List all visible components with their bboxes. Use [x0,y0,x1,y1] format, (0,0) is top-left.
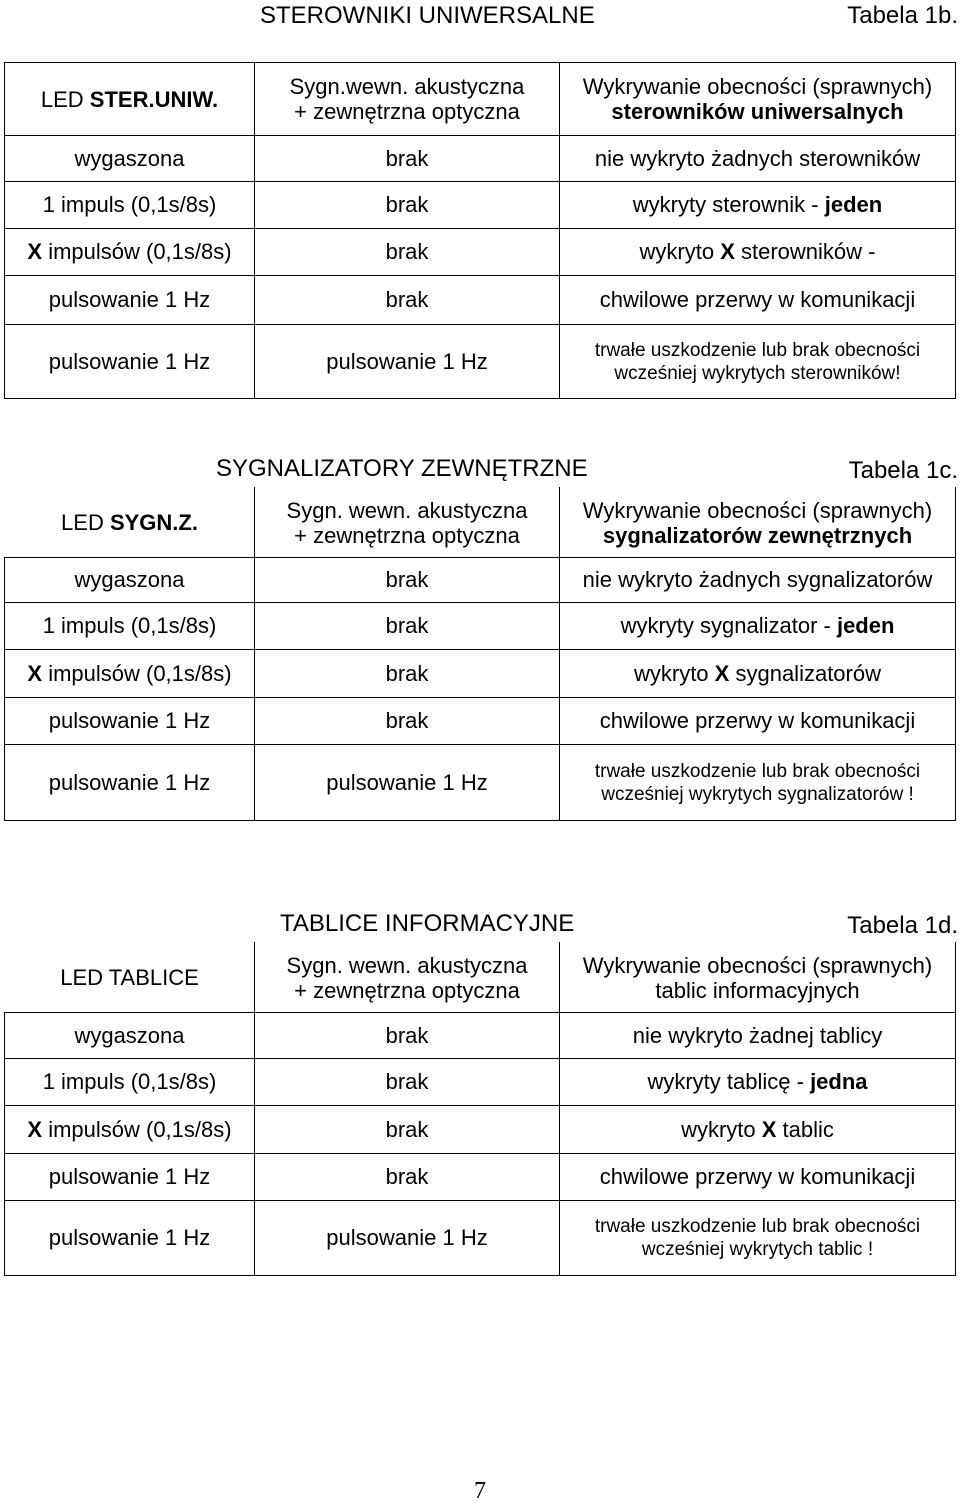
section-title: STEROWNIKI UNIWERSALNE [260,2,595,29]
detection-result: wykryty tablicę - jedna [560,1059,956,1106]
signal-state: brak [255,182,560,229]
signal-state: brak [255,650,560,698]
detection-result: wykryty sygnalizator - jeden [560,603,956,650]
signal-state: brak [255,1059,560,1106]
table-row [5,650,956,698]
led-state: 1 impuls (0,1s/8s) [5,1059,255,1106]
led-state: pulsowanie 1 Hz [5,1154,255,1201]
table-sygnalizatory [4,487,956,821]
led-state: X impulsów (0,1s/8s) [5,229,255,276]
table-row [5,558,956,603]
detection-result: wykryty sterownik - jeden [560,182,956,229]
led-state: pulsowanie 1 Hz [5,698,255,745]
led-state: X impulsów (0,1s/8s) [5,1106,255,1154]
detection-result: chwilowe przerwy w komunikacji [560,698,956,745]
table-number: Tabela 1d. [847,912,958,939]
table-row [5,1059,956,1106]
table-row [5,698,956,745]
table-number: Tabela 1b. [847,2,958,29]
led-state: wygaszona [5,136,255,182]
detection-result: wykryto X sygnalizatorów [560,650,956,698]
detection-result: trwałe uszkodzenie lub brak obecności wcześniej wykrytych tablic ! [560,1201,956,1276]
header-signal: Sygn. wewn. akustyczna + zewnętrzna optyczna [255,488,560,558]
detection-result: trwałe uszkodzenie lub brak obecności wcześniej wykrytych sterowników! [560,325,956,399]
table-header-row [5,943,956,1013]
table-row-last [5,745,956,821]
page-number: 7 [474,1478,486,1504]
table-row [5,1106,956,1154]
signal-state: brak [255,136,560,182]
header-signal: Sygn.wewn. akustyczna + zewnętrzna optyczna [255,63,560,136]
led-state: pulsowanie 1 Hz [5,745,255,821]
signal-state: pulsowanie 1 Hz [255,1201,560,1276]
table-tablice [4,942,956,1276]
signal-state: pulsowanie 1 Hz [255,325,560,399]
table-row [5,182,956,229]
table-header-row [5,488,956,558]
signal-state: brak [255,276,560,325]
table-number: Tabela 1c. [848,457,958,484]
header-led: LED TABLICE [5,943,255,1013]
detection-result: wykryto X tablic [560,1106,956,1154]
table-row [5,1013,956,1059]
section-title: TABLICE INFORMACYJNE [280,910,575,937]
led-state: 1 impuls (0,1s/8s) [5,603,255,650]
signal-state: brak [255,1013,560,1059]
led-state: pulsowanie 1 Hz [5,276,255,325]
header-detection: Wykrywanie obecności (sprawnych) sygnalizatorów zewnętrznych [560,488,956,558]
header-detection: Wykrywanie obecności (sprawnych) sterowników uniwersalnych [560,63,956,136]
signal-state: brak [255,558,560,603]
header-detection: Wykrywanie obecności (sprawnych) tablic informacyjnych [560,943,956,1013]
table-row-last [5,325,956,399]
header-signal: Sygn. wewn. akustyczna + zewnętrzna optyczna [255,943,560,1013]
table-row [5,276,956,325]
led-state: pulsowanie 1 Hz [5,325,255,399]
table-row [5,136,956,182]
header-led: LED STER.UNIW. [5,63,255,136]
signal-state: brak [255,698,560,745]
table-header-row [5,63,956,136]
detection-result: nie wykryto żadnych sterowników [560,136,956,182]
section-title: SYGNALIZATORY ZEWNĘTRZNE [216,455,588,482]
signal-state: brak [255,1154,560,1201]
detection-result: chwilowe przerwy w komunikacji [560,1154,956,1201]
header-led: LED SYGN.Z. [5,488,255,558]
signal-state: pulsowanie 1 Hz [255,745,560,821]
table-row-last [5,1201,956,1276]
led-state: wygaszona [5,1013,255,1059]
table-row [5,229,956,276]
table-row [5,603,956,650]
table-sterowniki [4,62,956,399]
table-row [5,1154,956,1201]
signal-state: brak [255,603,560,650]
led-state: 1 impuls (0,1s/8s) [5,182,255,229]
led-state: X impulsów (0,1s/8s) [5,650,255,698]
signal-state: brak [255,1106,560,1154]
detection-result: chwilowe przerwy w komunikacji [560,276,956,325]
led-state: wygaszona [5,558,255,603]
signal-state: brak [255,229,560,276]
detection-result: wykryto X sterowników - [560,229,956,276]
led-state: pulsowanie 1 Hz [5,1201,255,1276]
detection-result: nie wykryto żadnych sygnalizatorów [560,558,956,603]
detection-result: trwałe uszkodzenie lub brak obecności wcześniej wykrytych sygnalizatorów ! [560,745,956,821]
detection-result: nie wykryto żadnej tablicy [560,1013,956,1059]
